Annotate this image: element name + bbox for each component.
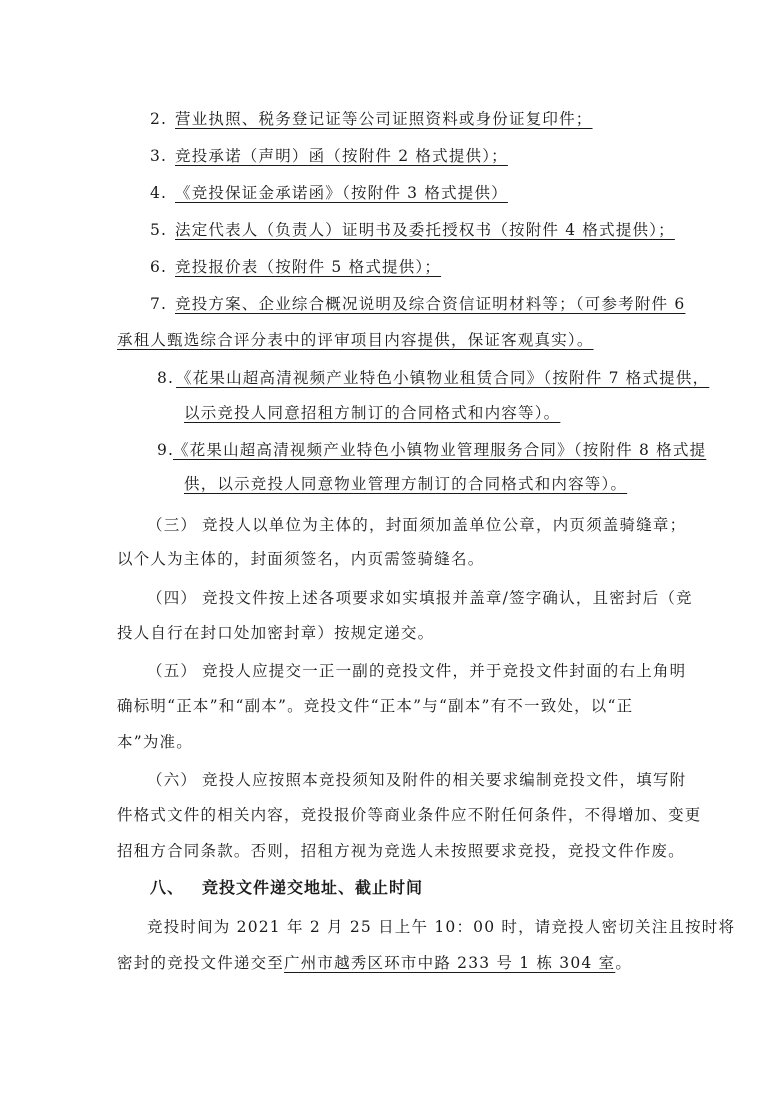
paragraph-line1: 竞投人应提交一正一副的竞投文件，并于竞投文件封面的右上角明: [202, 662, 687, 680]
paragraph-label: （三）: [147, 516, 198, 534]
item-text-line2: 承租人甄选综合评分表中的评审项目内容提供，保证客观真实）。: [117, 331, 594, 349]
paragraph-line2: 以个人为主体的，封面须签名，内页需签骑缝名。: [117, 550, 485, 568]
item-text: 竞投报价表（按附件 5 格式提供）；: [175, 258, 442, 276]
section-text-prefix: 密封的竞投文件递交至: [117, 954, 285, 972]
paragraph-line3: 招租方合同条款。否则，招租方视为竞选人未按照要求竞投，竞投文件作废。: [117, 842, 685, 860]
item-number: 6.: [150, 258, 168, 276]
item-text: 竞投承诺（声明）函（按附件 2 格式提供）；: [175, 147, 508, 165]
paragraph-line1: 竞投人以单位为主体的，封面须加盖单位公章，内页须盖骑缝章；: [202, 516, 687, 534]
paragraph-line1: 竞投文件按上述各项要求如实填报并盖章/签字确认，且密封后（竞: [202, 589, 693, 607]
item-number: 8.: [157, 369, 175, 387]
paragraph-line3: 本”为准。: [117, 733, 193, 751]
paragraph-label: （六）: [147, 771, 198, 789]
section-text: 竞投时间为 2021 年 2 月 25 日上午 10：00 时，请竞投人密切关注且按时将: [147, 918, 736, 936]
item-text-line1: 《花果山超高清视频产业特色小镇物业租赁合同》（按附件 7 格式提供，: [176, 369, 710, 387]
item-text-line2: 以示竞投人同意招租方制订的合同格式和内容等）。: [184, 404, 561, 422]
section-number: 八、: [150, 878, 185, 897]
item-text: 法定代表人（负责人）证明书及委托授权书（按附件 4 格式提供）；: [175, 221, 675, 239]
item-number: 3.: [150, 147, 168, 165]
item-number: 7.: [150, 295, 168, 313]
section-text-wrap: [117, 952, 632, 974]
item-number: 5.: [150, 221, 168, 239]
item-text-line1: 《花果山超高清视频产业特色小镇物业管理服务合同》（按附件 8 格式提: [173, 441, 707, 459]
section-text-suffix: 。: [615, 954, 633, 972]
paragraph-label: （四）: [147, 589, 198, 607]
item-number: 2.: [150, 110, 168, 128]
item-text-line1: 竞投方案、企业综合概况说明及综合资信证明材料等；（可参考附件 6: [175, 295, 686, 313]
paragraph-line1: 竞投人应按照本竞投须知及附件的相关要求编制竞投文件，填写附: [202, 771, 687, 789]
item-text: 《竞投保证金承诺函》（按附件 3 格式提供）: [175, 184, 508, 202]
section-title: 竞投文件递交地址、截止时间: [202, 878, 424, 897]
item-text-line2: 供，以示竞投人同意物业管理方制订的合同格式和内容等）。: [184, 475, 628, 493]
paragraph-line2: 件格式文件的相关内容，竞投报价等商业条件应不附任何条件，不得增加、变更: [117, 806, 702, 824]
delivery-address: 广州市越秀区环市中路 233 号 1 栋 304 室: [284, 954, 616, 972]
item-text: 营业执照、税务登记证等公司证照资料或身份证复印件；: [175, 110, 593, 128]
item-number: 4.: [150, 184, 168, 202]
paragraph-line2: 确标明“正本”和“副本”。竞投文件“正本”与“副本”有不一致处，以“正: [117, 697, 634, 715]
item-number: 9.: [157, 441, 175, 459]
paragraph-label: （五）: [147, 662, 198, 680]
paragraph-line2: 投人自行在封口处加密封章）按规定递交。: [117, 624, 435, 642]
